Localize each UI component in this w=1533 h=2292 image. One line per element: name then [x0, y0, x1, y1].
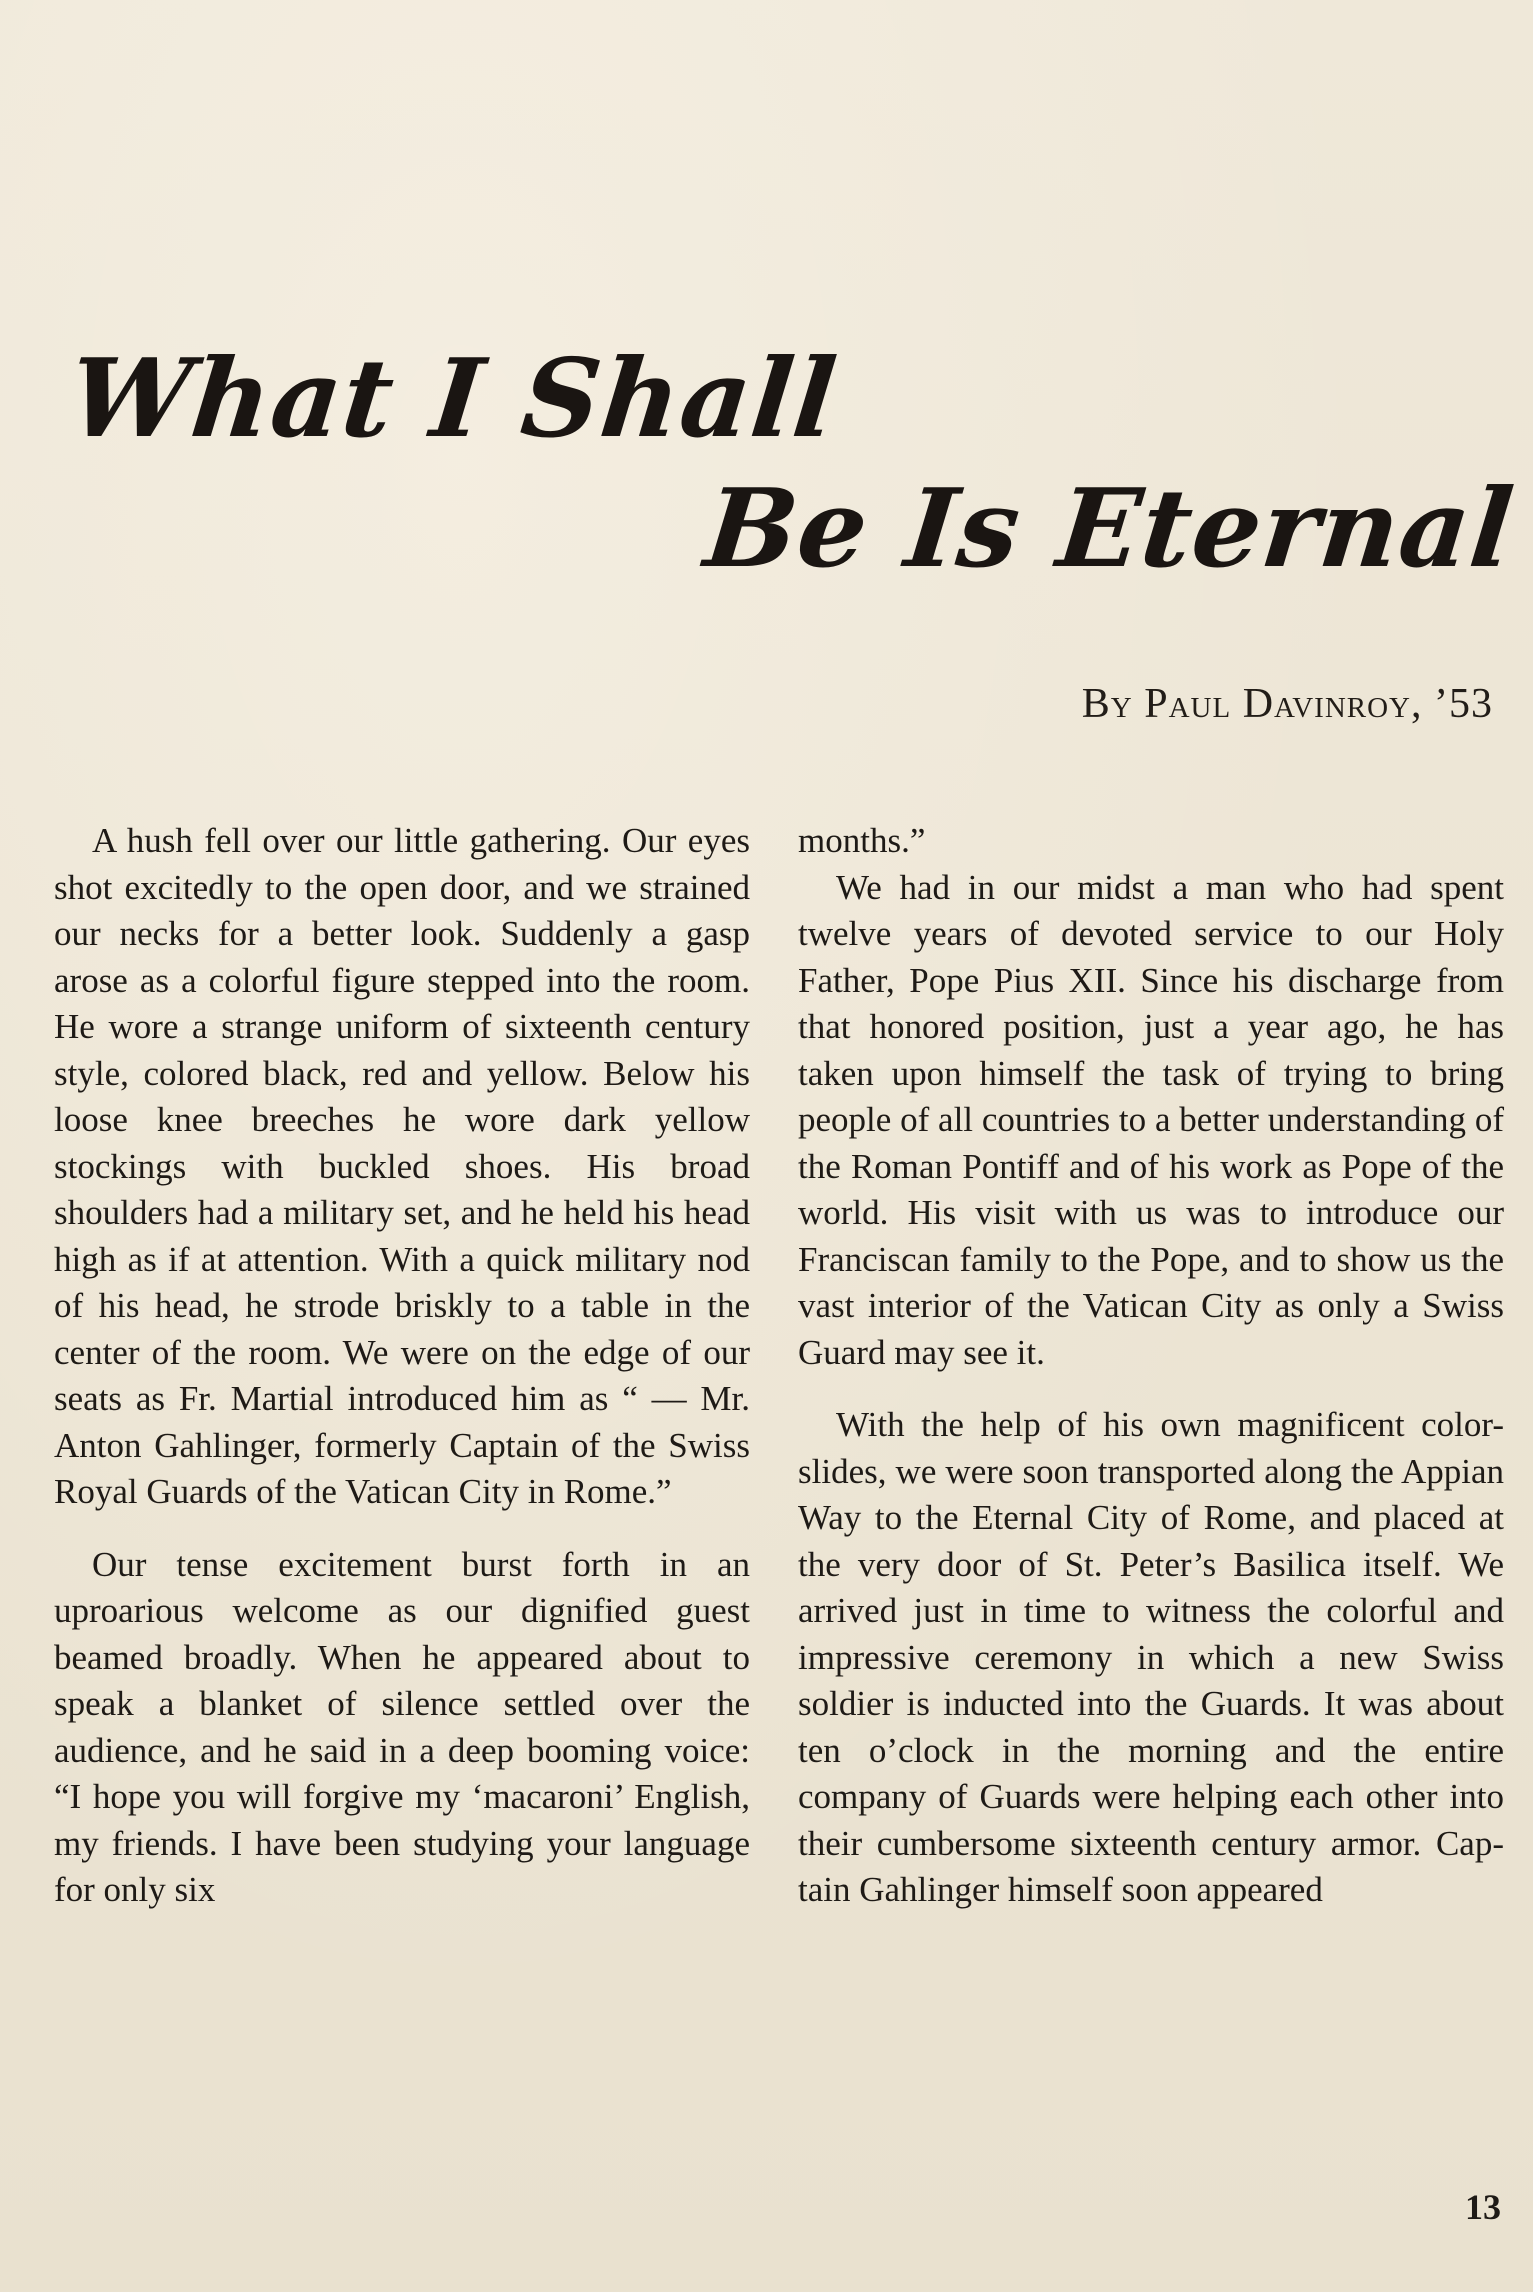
article-title-line-1: What I Shall	[63, 336, 843, 462]
byline: By Paul Davinroy, ’53	[1081, 681, 1493, 727]
right-column	[798, 818, 1504, 1914]
paragraph-continuation: months.”	[798, 821, 926, 860]
paragraph: A hush fell over our little gathering. Our eyes shot excitedly to the open door, and we strained our necks for a better look. Suddenly a gasp arose as a colorful figure stepped into the room. He wore a strange uniform of sixteenth century style, colored black, red and yellow. Below his loose knee breeches he wore dark yellow stockings with buckled shoes. His broad shoulders had a military set, and he held his head high as if at attention. With a quick military nod of his head, he strode briskly to a table in the center of the room. We were on the edge of our seats as Fr. Martial introduced him as “ — Mr. Anton Gahlinger, formerly Captain of the Swiss Royal Guards of the Vatican City in Rome.”	[54, 821, 750, 1511]
paragraph: With the help of his own magnificent color-slides, we were soon transported along the Appian Way to the Eternal City of Rome, and placed at the very door of St. Peter’s Basilica itself. We arrived just in time to witness the colorful and impressive ceremony in which a new Swiss soldier is inducted into the Guards. It was about ten o’clock in the morning and the entire company of Guards were helping each other into their cumbersome sixteenth century armor. Captain Gahlinger himself soon appeared	[798, 1405, 1504, 1909]
paragraph: We had in our midst a man who had spent twelve years of devoted service to our Holy Father, Pope Pius XII. Since his discharge from that honored position, just a year ago, he has taken upon himself the task of trying to bring people of all countries to a better understanding of the Roman Pontiff and of his work as Pope of the world. His visit with us was to introduce our Franciscan family to the Pope, and to show us the vast interior of the Vatican City as only a Swiss Guard may see it.	[798, 867, 1504, 1372]
page-number: 13	[1465, 2187, 1501, 2227]
paragraph: Our tense excitement burst forth in an uproarious welcome as our dignified guest beamed broadly. When he appeared about to speak a blanket of silence settled over the audience, and he said in a deep booming voice: “I hope you will forgive my ‘macaroni’ English, my friends. I have been studying your language for only six	[54, 1544, 750, 1909]
left-column	[54, 818, 750, 1914]
article-title-line-2: Be Is Eternal	[699, 466, 1520, 592]
